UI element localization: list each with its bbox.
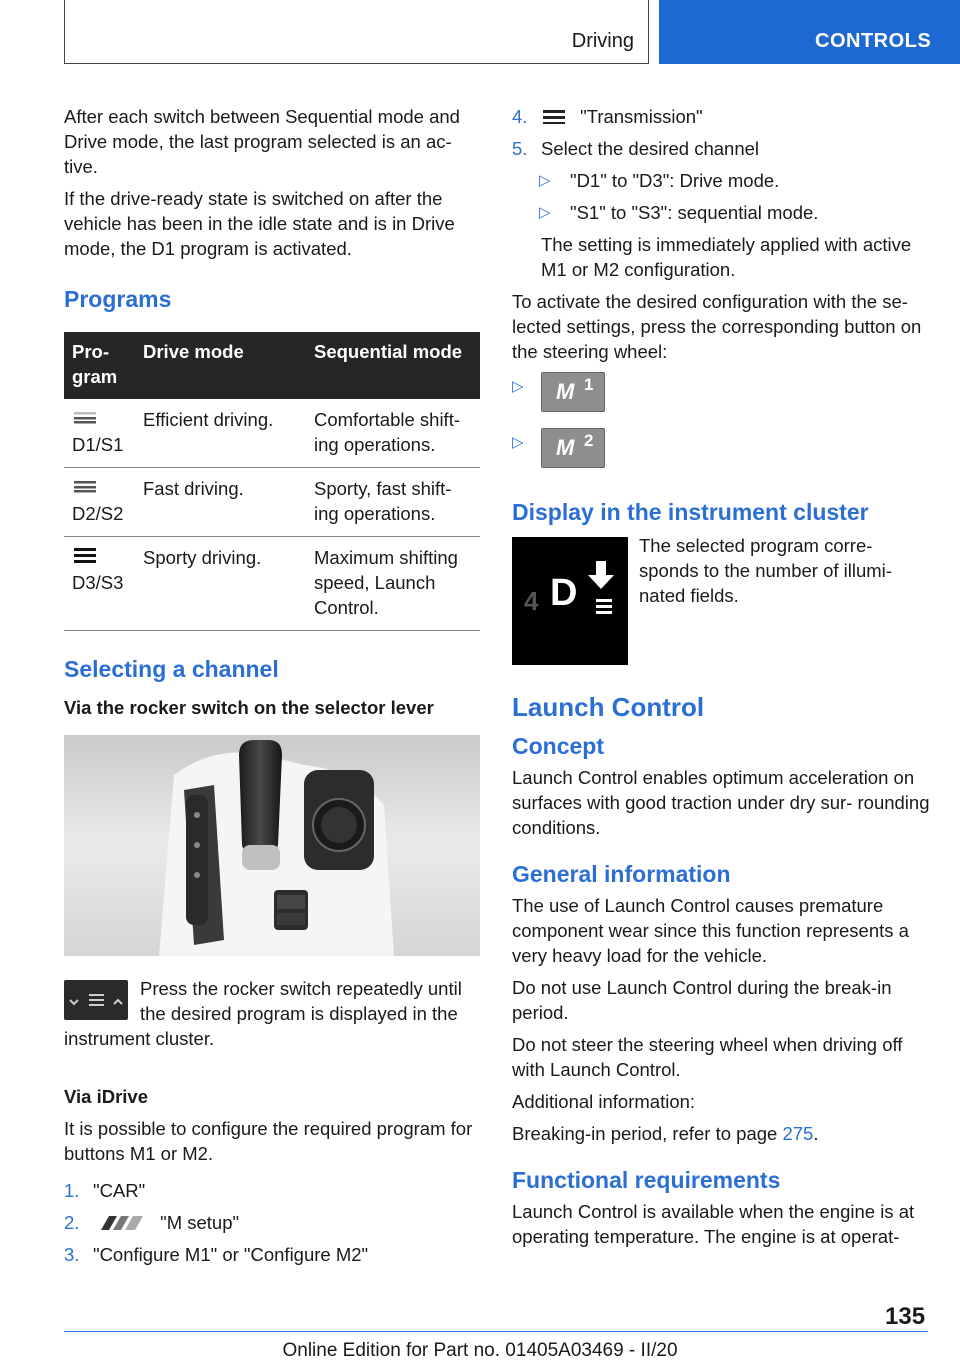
paragraph: After each switch between Sequential mode and Drive mode, the last program selected is an ac- tive. [64, 106, 460, 177]
list-number: 3. [64, 1244, 80, 1265]
list-number: 1. [64, 1180, 80, 1201]
table-cell [64, 468, 135, 537]
program-name: D3/S3 [72, 572, 124, 593]
paragraph: To activate the desired configuration with the se- lected settings, press the corresponding button on the steering wheel: [512, 291, 922, 362]
page-ref-text: . [813, 1123, 819, 1144]
triangle-bullet-icon: ▷ [512, 378, 524, 395]
launch-heading: Launch Control [512, 692, 705, 722]
table-cell: Comfortable shift- ing operations. [306, 399, 480, 468]
rocker-description [64, 976, 482, 1051]
list-item [64, 1242, 482, 1267]
m1-button-icon [541, 372, 605, 412]
bullet-item [512, 168, 930, 193]
triangle-bullet-icon: ▷ [539, 172, 551, 189]
paragraph: The setting is immediately applied with active M1 or M2 configuration. [541, 234, 912, 280]
table-row [64, 399, 480, 468]
list-number: 2. [64, 1212, 80, 1233]
cluster-number: 4 [524, 586, 539, 616]
footer-divider [64, 1331, 928, 1332]
list-text: "M setup" [160, 1212, 240, 1233]
general-heading: General information [512, 861, 731, 887]
page-ref-link[interactable]: 275 [782, 1123, 814, 1144]
paragraph: The use of Launch Control causes premature component wear since this function represents a very heavy load for the vehicle. [512, 895, 909, 966]
rocker-switch-icon [64, 980, 128, 1020]
table-cell [64, 537, 135, 631]
program-2-bars-icon [72, 477, 98, 495]
list-item [512, 136, 930, 161]
table-cell: Efficient driving. [135, 399, 306, 468]
rocker-heading: Via the rocker switch on the selector lever [64, 697, 434, 718]
table-header-cell: Pro- gram [64, 332, 135, 399]
bullet-text: "D1" to "D3": Drive mode. [570, 170, 780, 191]
paragraph: Launch Control is available when the engine is at operating temperature. The engine is at operat- [512, 1201, 915, 1247]
table-header-cell: Drive mode [135, 332, 306, 399]
table-cell [64, 399, 135, 468]
m2-button-icon [541, 428, 605, 468]
triangle-bullet-icon: ▷ [539, 204, 551, 221]
idrive-heading: Via iDrive [64, 1086, 148, 1107]
program-3-bars-icon [72, 546, 98, 564]
list-number: 4. [512, 106, 528, 127]
list-text: "Transmission" [580, 106, 703, 127]
bullet-text: "S1" to "S3": sequential mode. [570, 202, 819, 223]
list-number: 5. [512, 138, 528, 159]
m1-label: 1 [584, 375, 594, 394]
paragraph [512, 1121, 930, 1146]
list-item [64, 1178, 482, 1203]
paragraph: It is possible to configure the required program for buttons M1 or M2. [64, 1118, 473, 1164]
concept-heading: Concept [512, 733, 604, 759]
header-section-box [64, 0, 649, 64]
m2-item [512, 428, 930, 476]
list-text: "Configure M1" or "Configure M2" [93, 1244, 369, 1265]
m-letter: M [556, 435, 575, 460]
right-column [512, 104, 930, 1256]
cluster-arrow-bars-icon [586, 561, 626, 641]
paragraph: Press the rocker switch repeatedly until the desired program is displayed in the instrument cluster. [64, 978, 462, 1049]
paragraph: Do not use Launch Control during the break-in period. [512, 977, 892, 1023]
program-1-bars-icon [72, 408, 98, 426]
table-row [64, 537, 480, 631]
header-section-title: Driving [571, 30, 634, 52]
paragraph: Do not steer the steering wheel when driving off with Launch Control. [512, 1034, 903, 1080]
program-name: D1/S1 [72, 434, 124, 455]
list-text: Select the desired channel [541, 138, 760, 159]
table-row [64, 468, 480, 537]
paragraph: Launch Control enables optimum acceleration on surfaces with good traction under dry sur- rounding conditions. [512, 767, 930, 838]
functional-heading: Functional requirements [512, 1167, 781, 1193]
list-item [512, 104, 930, 129]
cluster-letter: D [550, 572, 578, 614]
footer-edition: Online Edition for Part no. 01405A03469 - II/20 [282, 1340, 678, 1361]
instrument-cluster-image [512, 537, 628, 665]
transmission-bars-icon [541, 107, 567, 125]
left-column [64, 104, 482, 1267]
bullet-item [512, 200, 930, 225]
page-number: 135 [885, 1303, 926, 1330]
m-setup-stripes-icon [97, 1215, 147, 1231]
table-cell: Fast driving. [135, 468, 306, 537]
program-name: D2/S2 [72, 503, 124, 524]
triangle-bullet-icon: ▷ [512, 434, 524, 451]
display-heading: Display in the instrument cluster [512, 499, 869, 525]
list-text: "CAR" [93, 1180, 146, 1201]
table-header-row [64, 332, 480, 399]
programs-heading: Programs [64, 286, 172, 312]
table-header-cell: Sequential mode [306, 332, 480, 399]
table-cell: Sporty, fast shift- ing operations. [306, 468, 480, 537]
m1-item [512, 372, 930, 420]
table-cell: Sporty driving. [135, 537, 306, 631]
paragraph: The selected program corre- sponds to the number of illumi- nated fields. [639, 535, 892, 606]
selecting-heading: Selecting a channel [64, 656, 279, 682]
table-cell: Maximum shifting speed, Launch Control. [306, 537, 480, 631]
programs-table [64, 332, 480, 631]
list-item [64, 1210, 482, 1235]
m2-label: 2 [584, 431, 594, 450]
page-ref-text: Breaking-in period, refer to page [512, 1123, 783, 1144]
selector-lever-photo [64, 735, 480, 956]
display-block [512, 533, 930, 665]
paragraph: If the drive-ready state is switched on after the vehicle has been in the idle state and is in Drive mode, the D1 program is activated. [64, 188, 455, 259]
paragraph: Additional information: [512, 1091, 696, 1112]
m-letter: M [556, 379, 575, 404]
header-chapter-title: CONTROLS [815, 30, 932, 52]
selector-lever-image [64, 735, 480, 956]
